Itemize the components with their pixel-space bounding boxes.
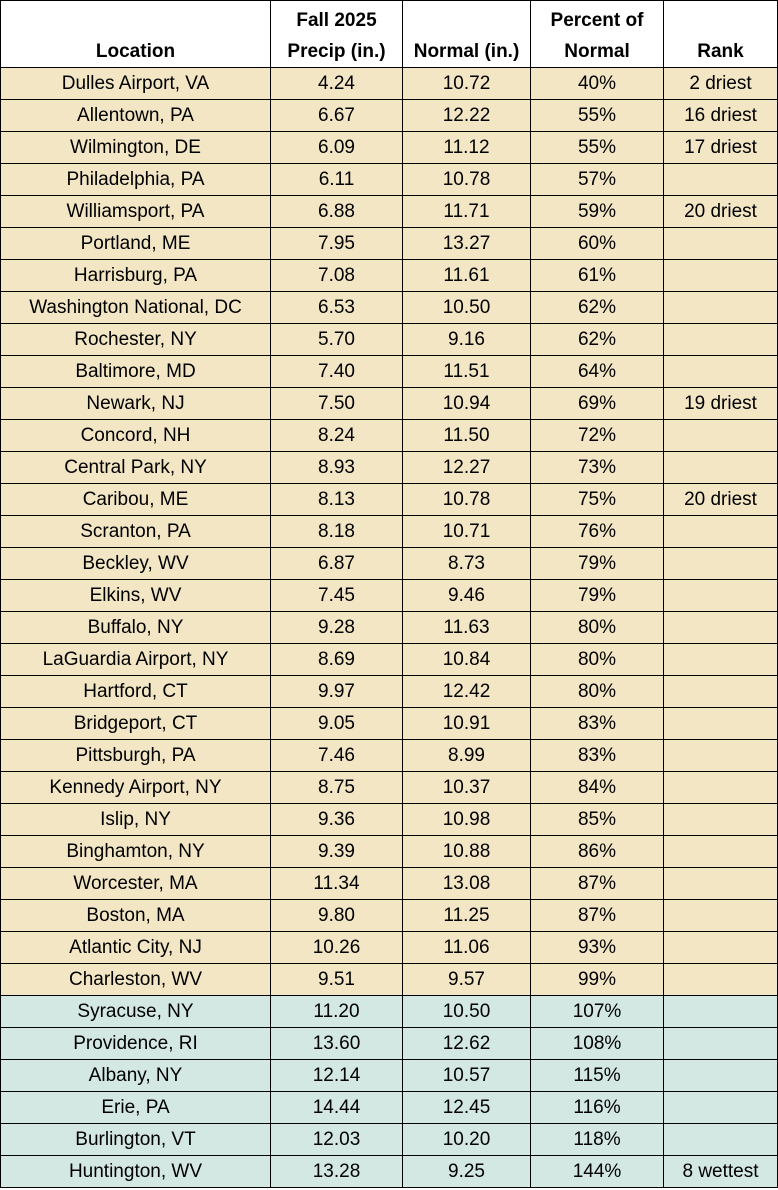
cell-precip: 8.69 (271, 644, 403, 676)
cell-normal: 10.37 (403, 772, 531, 804)
cell-percent: 62% (531, 292, 664, 324)
cell-location: Caribou, ME (1, 484, 271, 516)
table-row (1, 772, 778, 804)
cell-percent: 40% (531, 68, 664, 100)
cell-normal: 11.63 (403, 612, 531, 644)
cell-rank (664, 644, 778, 676)
cell-normal: 8.73 (403, 548, 531, 580)
cell-precip: 7.95 (271, 228, 403, 260)
cell-rank: 8 wettest (664, 1156, 778, 1188)
cell-normal: 9.46 (403, 580, 531, 612)
cell-precip: 9.80 (271, 900, 403, 932)
cell-precip: 7.46 (271, 740, 403, 772)
cell-precip: 8.24 (271, 420, 403, 452)
cell-location: Elkins, WV (1, 580, 271, 612)
cell-precip: 14.44 (271, 1092, 403, 1124)
cell-rank (664, 1092, 778, 1124)
cell-location: Dulles Airport, VA (1, 68, 271, 100)
cell-normal: 10.50 (403, 292, 531, 324)
table-row (1, 1156, 778, 1188)
cell-precip: 11.34 (271, 868, 403, 900)
cell-location: Syracuse, NY (1, 996, 271, 1028)
cell-location: Pittsburgh, PA (1, 740, 271, 772)
cell-rank: 20 driest (664, 484, 778, 516)
cell-location: Erie, PA (1, 1092, 271, 1124)
cell-percent: 73% (531, 452, 664, 484)
table-row (1, 420, 778, 452)
cell-rank: 17 driest (664, 132, 778, 164)
table-row (1, 196, 778, 228)
cell-normal: 10.20 (403, 1124, 531, 1156)
cell-normal: 13.08 (403, 868, 531, 900)
cell-normal: 10.57 (403, 1060, 531, 1092)
cell-rank (664, 676, 778, 708)
cell-location: Wilmington, DE (1, 132, 271, 164)
table-row (1, 644, 778, 676)
cell-precip: 6.09 (271, 132, 403, 164)
cell-normal: 10.50 (403, 996, 531, 1028)
header-normal: Normal (in.) (403, 1, 531, 68)
cell-rank (664, 452, 778, 484)
table-row (1, 68, 778, 100)
cell-location: Worcester, MA (1, 868, 271, 900)
cell-precip: 5.70 (271, 324, 403, 356)
cell-normal: 12.42 (403, 676, 531, 708)
cell-precip: 11.20 (271, 996, 403, 1028)
cell-precip: 9.05 (271, 708, 403, 740)
cell-rank (664, 580, 778, 612)
cell-rank (664, 420, 778, 452)
cell-rank: 2 driest (664, 68, 778, 100)
cell-rank (664, 932, 778, 964)
header-row (1, 1, 778, 68)
cell-rank (664, 900, 778, 932)
cell-location: Islip, NY (1, 804, 271, 836)
table-row (1, 1124, 778, 1156)
table-row (1, 356, 778, 388)
cell-percent: 99% (531, 964, 664, 996)
table-row (1, 100, 778, 132)
cell-normal: 12.45 (403, 1092, 531, 1124)
cell-rank (664, 964, 778, 996)
cell-precip: 9.28 (271, 612, 403, 644)
table-row (1, 388, 778, 420)
cell-normal: 10.84 (403, 644, 531, 676)
cell-percent: 79% (531, 580, 664, 612)
header-rank: Rank (664, 1, 778, 68)
cell-normal: 10.88 (403, 836, 531, 868)
cell-location: Williamsport, PA (1, 196, 271, 228)
cell-rank (664, 324, 778, 356)
cell-percent: 118% (531, 1124, 664, 1156)
cell-rank: 16 driest (664, 100, 778, 132)
cell-rank (664, 612, 778, 644)
cell-rank (664, 804, 778, 836)
cell-precip: 9.51 (271, 964, 403, 996)
table-row (1, 516, 778, 548)
table-row (1, 804, 778, 836)
cell-precip: 7.08 (271, 260, 403, 292)
cell-percent: 62% (531, 324, 664, 356)
cell-rank (664, 772, 778, 804)
cell-location: LaGuardia Airport, NY (1, 644, 271, 676)
cell-normal: 9.25 (403, 1156, 531, 1188)
cell-location: Allentown, PA (1, 100, 271, 132)
table-row (1, 836, 778, 868)
table-row (1, 932, 778, 964)
cell-normal: 10.72 (403, 68, 531, 100)
table-row (1, 260, 778, 292)
cell-normal: 11.51 (403, 356, 531, 388)
table-row (1, 292, 778, 324)
cell-precip: 13.60 (271, 1028, 403, 1060)
cell-percent: 57% (531, 164, 664, 196)
table-row (1, 1092, 778, 1124)
table-row (1, 452, 778, 484)
cell-rank (664, 1124, 778, 1156)
cell-percent: 144% (531, 1156, 664, 1188)
header-location: Location (1, 1, 271, 68)
cell-location: Concord, NH (1, 420, 271, 452)
cell-precip: 10.26 (271, 932, 403, 964)
cell-location: Providence, RI (1, 1028, 271, 1060)
cell-percent: 55% (531, 100, 664, 132)
cell-percent: 75% (531, 484, 664, 516)
table-row (1, 1028, 778, 1060)
cell-location: Portland, ME (1, 228, 271, 260)
cell-normal: 11.71 (403, 196, 531, 228)
cell-rank (664, 164, 778, 196)
cell-normal: 12.27 (403, 452, 531, 484)
cell-percent: 64% (531, 356, 664, 388)
table-row (1, 708, 778, 740)
cell-normal: 8.99 (403, 740, 531, 772)
cell-percent: 69% (531, 388, 664, 420)
cell-location: Hartford, CT (1, 676, 271, 708)
cell-location: Bridgeport, CT (1, 708, 271, 740)
cell-rank: 19 driest (664, 388, 778, 420)
cell-location: Beckley, WV (1, 548, 271, 580)
cell-percent: 60% (531, 228, 664, 260)
cell-percent: 80% (531, 612, 664, 644)
cell-location: Washington National, DC (1, 292, 271, 324)
cell-precip: 6.53 (271, 292, 403, 324)
cell-precip: 6.67 (271, 100, 403, 132)
cell-normal: 10.94 (403, 388, 531, 420)
cell-location: Newark, NJ (1, 388, 271, 420)
cell-normal: 12.22 (403, 100, 531, 132)
cell-normal: 13.27 (403, 228, 531, 260)
cell-location: Atlantic City, NJ (1, 932, 271, 964)
header-percent: Percent of Normal (531, 1, 664, 68)
cell-rank (664, 996, 778, 1028)
cell-location: Albany, NY (1, 1060, 271, 1092)
cell-percent: 83% (531, 740, 664, 772)
cell-precip: 9.36 (271, 804, 403, 836)
cell-precip: 7.40 (271, 356, 403, 388)
cell-normal: 11.12 (403, 132, 531, 164)
cell-location: Burlington, VT (1, 1124, 271, 1156)
table-row (1, 996, 778, 1028)
cell-percent: 108% (531, 1028, 664, 1060)
cell-percent: 93% (531, 932, 664, 964)
cell-rank (664, 708, 778, 740)
cell-percent: 55% (531, 132, 664, 164)
cell-location: Baltimore, MD (1, 356, 271, 388)
cell-precip: 6.11 (271, 164, 403, 196)
table-body (1, 68, 778, 1188)
cell-rank (664, 356, 778, 388)
cell-location: Charleston, WV (1, 964, 271, 996)
cell-rank (664, 260, 778, 292)
cell-percent: 85% (531, 804, 664, 836)
table-row (1, 228, 778, 260)
cell-precip: 8.18 (271, 516, 403, 548)
cell-normal: 11.61 (403, 260, 531, 292)
cell-percent: 76% (531, 516, 664, 548)
cell-precip: 12.03 (271, 1124, 403, 1156)
cell-percent: 83% (531, 708, 664, 740)
cell-normal: 11.25 (403, 900, 531, 932)
cell-precip: 8.13 (271, 484, 403, 516)
cell-rank (664, 1060, 778, 1092)
cell-percent: 87% (531, 900, 664, 932)
cell-rank (664, 1028, 778, 1060)
cell-location: Huntington, WV (1, 1156, 271, 1188)
cell-percent: 87% (531, 868, 664, 900)
cell-percent: 107% (531, 996, 664, 1028)
cell-location: Buffalo, NY (1, 612, 271, 644)
cell-normal: 9.57 (403, 964, 531, 996)
table-row (1, 132, 778, 164)
cell-percent: 86% (531, 836, 664, 868)
cell-normal: 10.78 (403, 484, 531, 516)
cell-rank: 20 driest (664, 196, 778, 228)
cell-location: Philadelphia, PA (1, 164, 271, 196)
header-precip: Fall 2025 Precip (in.) (271, 1, 403, 68)
cell-precip: 8.93 (271, 452, 403, 484)
cell-precip: 7.50 (271, 388, 403, 420)
cell-precip: 8.75 (271, 772, 403, 804)
cell-percent: 72% (531, 420, 664, 452)
cell-precip: 4.24 (271, 68, 403, 100)
cell-percent: 61% (531, 260, 664, 292)
cell-precip: 6.88 (271, 196, 403, 228)
table-row (1, 964, 778, 996)
table-row (1, 612, 778, 644)
table-row (1, 484, 778, 516)
cell-percent: 59% (531, 196, 664, 228)
cell-normal: 11.50 (403, 420, 531, 452)
cell-normal: 11.06 (403, 932, 531, 964)
cell-normal: 10.91 (403, 708, 531, 740)
cell-precip: 12.14 (271, 1060, 403, 1092)
table-row (1, 900, 778, 932)
cell-percent: 80% (531, 644, 664, 676)
cell-normal: 10.98 (403, 804, 531, 836)
cell-rank (664, 228, 778, 260)
cell-normal: 10.78 (403, 164, 531, 196)
cell-location: Central Park, NY (1, 452, 271, 484)
cell-location: Rochester, NY (1, 324, 271, 356)
cell-rank (664, 868, 778, 900)
cell-location: Kennedy Airport, NY (1, 772, 271, 804)
cell-rank (664, 740, 778, 772)
cell-percent: 79% (531, 548, 664, 580)
table-row (1, 740, 778, 772)
table-row (1, 868, 778, 900)
table-row (1, 164, 778, 196)
cell-rank (664, 516, 778, 548)
cell-location: Scranton, PA (1, 516, 271, 548)
cell-precip: 6.87 (271, 548, 403, 580)
cell-percent: 116% (531, 1092, 664, 1124)
table-row (1, 548, 778, 580)
table-row (1, 324, 778, 356)
cell-rank (664, 548, 778, 580)
cell-location: Harrisburg, PA (1, 260, 271, 292)
cell-normal: 9.16 (403, 324, 531, 356)
table-row (1, 1060, 778, 1092)
cell-normal: 12.62 (403, 1028, 531, 1060)
cell-precip: 9.97 (271, 676, 403, 708)
cell-percent: 115% (531, 1060, 664, 1092)
cell-rank (664, 292, 778, 324)
table-row (1, 676, 778, 708)
cell-precip: 9.39 (271, 836, 403, 868)
cell-percent: 80% (531, 676, 664, 708)
cell-location: Boston, MA (1, 900, 271, 932)
cell-percent: 84% (531, 772, 664, 804)
cell-location: Binghamton, NY (1, 836, 271, 868)
cell-precip: 7.45 (271, 580, 403, 612)
cell-rank (664, 836, 778, 868)
table-row (1, 580, 778, 612)
cell-normal: 10.71 (403, 516, 531, 548)
cell-precip: 13.28 (271, 1156, 403, 1188)
